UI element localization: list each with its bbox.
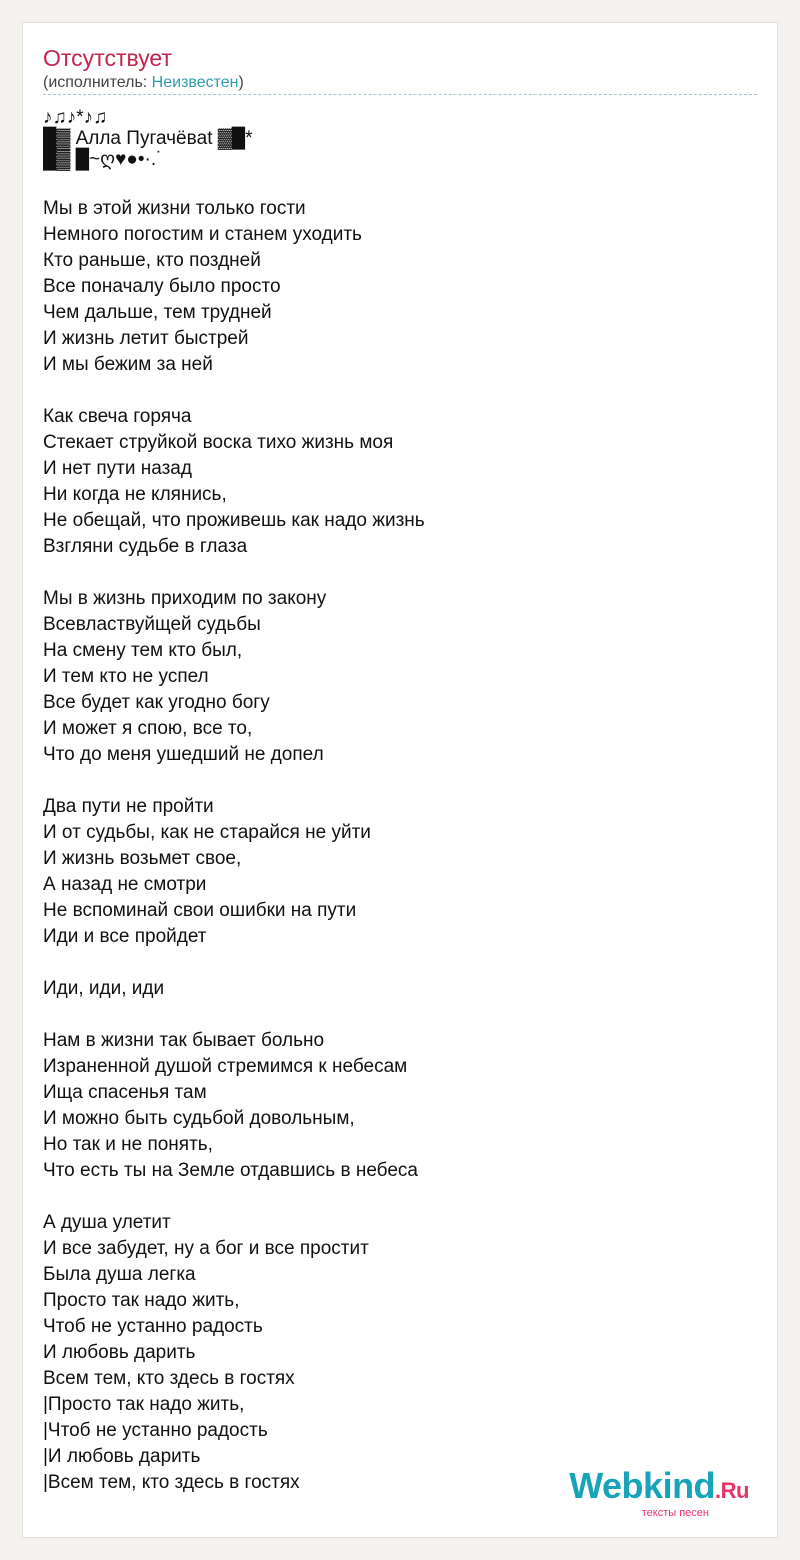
lyric-line: И любовь дарить — [43, 1342, 196, 1363]
lyric-line: |Всем тем, кто здесь в гостях — [43, 1472, 300, 1493]
lyric-line: Иди и все пройдет — [43, 926, 207, 947]
lyric-line: И жизнь возьмет свое, — [43, 848, 242, 869]
lyric-line: А назад не смотри — [43, 874, 207, 895]
lyric-line: Ни когда не клянись, — [43, 484, 227, 505]
site-logo[interactable] — [569, 1465, 749, 1519]
deco-line: █▓ █~ღ♥●•·.˙ — [43, 149, 163, 170]
lyric-line: Мы в этой жизни только гости — [43, 198, 306, 219]
lyric-line: И все забудет, ну а бог и все простит — [43, 1238, 369, 1259]
logo-tld: .Ru — [715, 1478, 749, 1503]
lyric-line: Как свеча горяча — [43, 406, 192, 427]
deco-line: █▓ Алла Пугачёвat ▓█* — [43, 128, 253, 149]
performer-link[interactable]: Неизвестен — [151, 74, 239, 91]
lyric-line: И жизнь летит быстрей — [43, 328, 249, 349]
lyric-line: |Чтоб не устанно радость — [43, 1420, 268, 1441]
lyric-line: И от судьбы, как не старайся не уйти — [43, 822, 371, 843]
song-title: Отсутствует — [43, 45, 172, 71]
performer-suffix: ) — [238, 74, 244, 91]
lyric-line: Чтоб не устанно радость — [43, 1316, 263, 1337]
lyric-line: Израненной душой стремимся к небесам — [43, 1056, 408, 1077]
stanza-break — [43, 170, 743, 196]
lyric-line: Кто раньше, кто поздней — [43, 250, 261, 271]
deco-line: ♪♫♪*♪♫ — [43, 107, 108, 128]
stanza-break — [43, 560, 743, 586]
lyric-line: Мы в жизнь приходим по закону — [43, 588, 327, 609]
logo-tagline: тексты песен — [641, 1507, 709, 1519]
lyric-line: Взгляни судьбе в глаза — [43, 536, 248, 557]
lyric-line: |И любовь дарить — [43, 1446, 201, 1467]
lyric-line: Два пути не пройти — [43, 796, 214, 817]
lyric-line: Не обещай, что проживешь как надо жизнь — [43, 510, 425, 531]
logo-name: Webkind — [569, 1465, 716, 1506]
lyric-line: На смену тем кто был, — [43, 640, 243, 661]
header-divider — [43, 94, 757, 95]
lyric-line: И мы бежим за ней — [43, 354, 213, 375]
stanza-break — [43, 1002, 743, 1028]
lyric-line: Немного погостим и станем уходить — [43, 224, 362, 245]
lyric-line: Все поначалу было просто — [43, 276, 281, 297]
lyric-line: Но так и не понять, — [43, 1134, 213, 1155]
lyric-line: Что до меня ушедший не допел — [43, 744, 324, 765]
lyric-line: Все будет как угодно богу — [43, 692, 270, 713]
lyric-line: Что есть ты на Земле отдавшись в небеса — [43, 1160, 418, 1181]
lyric-line: Чем дальше, тем трудней — [43, 302, 272, 323]
lyric-line: |Просто так надо жить, — [43, 1394, 245, 1415]
stanza-break — [43, 950, 743, 976]
lyric-line: Всем тем, кто здесь в гостях — [43, 1368, 295, 1389]
lyric-line: Иди, иди, иди — [43, 978, 165, 999]
lyric-line: И нет пути назад — [43, 458, 192, 479]
stanza-break — [43, 768, 743, 794]
stanza-break — [43, 1184, 743, 1210]
lyric-line: И может я спою, все то, — [43, 718, 253, 739]
performer-prefix: (исполнитель: — [43, 74, 152, 91]
lyric-line: Ища спасенья там — [43, 1082, 207, 1103]
lyric-line: А душа улетит — [43, 1212, 171, 1233]
lyrics-text — [43, 107, 743, 1496]
performer-line — [43, 73, 244, 93]
lyric-line: И можно быть судьбой довольным, — [43, 1108, 355, 1129]
stanza-break — [43, 378, 743, 404]
lyric-line: Была душа легка — [43, 1264, 196, 1285]
lyric-lines — [43, 170, 743, 1496]
lyric-line: Нам в жизни так бывает больно — [43, 1030, 325, 1051]
lyric-line: И тем кто не успел — [43, 666, 209, 687]
lyric-line: Просто так надо жить, — [43, 1290, 240, 1311]
lyrics-card — [22, 22, 778, 1538]
lyric-line: Стекает струйкой воска тихо жизнь моя — [43, 432, 394, 453]
lyric-line: Всевластвуйщей судьбы — [43, 614, 261, 635]
lyric-line: Не вспоминай свои ошибки на пути — [43, 900, 357, 921]
